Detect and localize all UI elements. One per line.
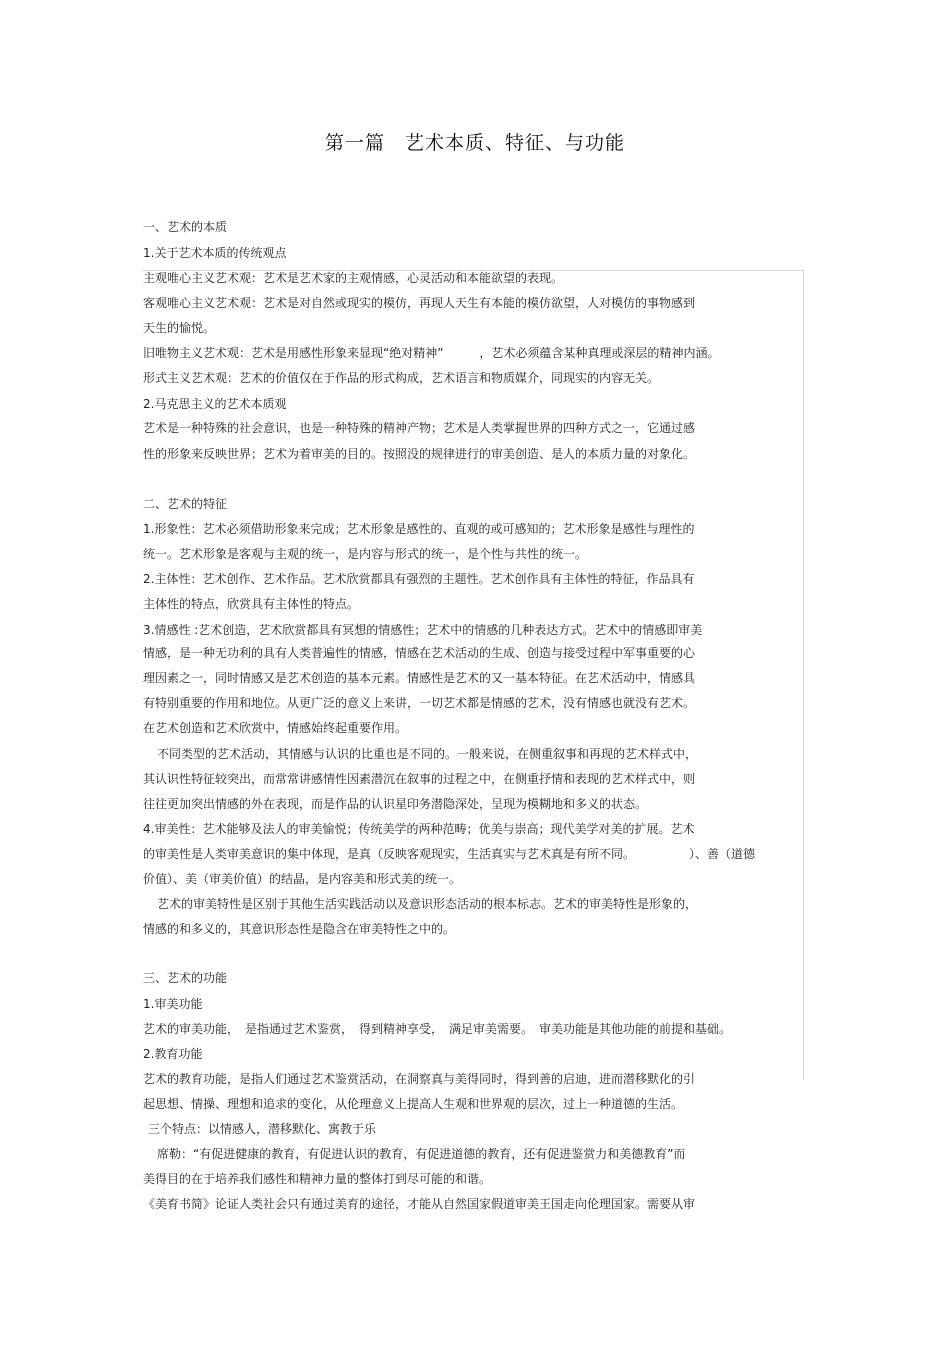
body-line: 1.形象性：艺术必须借助形象来完成；艺术形象是感性的、直观的或可感知的；艺术形象是感性与理性的 bbox=[143, 522, 695, 536]
subheading-educational-function: 2.教育功能 bbox=[143, 1047, 203, 1061]
body-line: 艺术的审美功能， 是指通过艺术鉴赏， 得到精神享受， 满足审美需要。 审美功能是其他功能的前提和基础。 bbox=[143, 1022, 732, 1036]
body-line: 三个特点：以情感人，潜移默化、寓教于乐 bbox=[148, 1122, 377, 1136]
body-line: 《美育书简》论证人类社会只有通过美育的途径，才能从自然国家假道审美王国走向伦理国家。需要从审 bbox=[143, 1197, 696, 1211]
frame-right-border bbox=[803, 270, 804, 1080]
body-line: 美得目的在于培养我们感性和精神力量的整体打到尽可能的和谐。 bbox=[143, 1172, 492, 1186]
page-title: 第一篇 艺术本质、特征、与功能 bbox=[324, 132, 625, 154]
body-line: 席勒：“有促进健康的教育，有促进认识的教育，有促进道德的教育，还有促进鉴赏力和美德教育”而 bbox=[157, 1147, 686, 1161]
subheading-traditional-views: 1.关于艺术本质的传统观点 bbox=[143, 246, 287, 260]
body-line: 的审美性是人类审美意识的集中体现，是真（反映客观现实，生活真实与艺术真是有所不同。 ）、善（道德 bbox=[143, 847, 756, 861]
heading-art-essence: 一、艺术的本质 bbox=[143, 220, 228, 234]
body-line: 有特别重要的作用和地位。从更广泛的意义上来讲，一切艺术都是情感的艺术，没有情感也就没有艺术。 bbox=[143, 696, 696, 710]
body-line: 4.审美性：艺术能够及法人的审美愉悦；传统美学的两种范畴；优美与崇高；现代美学对美的扩展。艺术 bbox=[143, 822, 695, 836]
body-line: 艺术是一种特殊的社会意识，也是一种特殊的精神产物；艺术是人类掌握世界的四种方式之一，它通过感 bbox=[143, 421, 696, 435]
body-line: 3.情感性 :艺术创造，艺术欣赏都具有冥想的情感性；艺术中的情感的几种表达方式。艺术中的情感即审美 bbox=[143, 623, 703, 637]
subheading-marxist-view: 2.马克思主义的艺术本质观 bbox=[143, 397, 287, 411]
subheading-aesthetic-function: 1.审美功能 bbox=[143, 997, 203, 1011]
body-line: 艺术的审美特性是区别于其他生活实践活动以及意识形态活动的根本标志。艺术的审美特性是形象的， bbox=[157, 897, 698, 911]
body-line: 天生的愉悦。 bbox=[143, 321, 216, 335]
body-line: 不同类型的艺术活动，其情感与认识的比重也是不同的。一般来说，在侧重叙事和再现的艺术样式中， bbox=[157, 747, 698, 761]
body-line: 价值）、美（审美价值）的结晶，是内容美和形式美的统一。 bbox=[143, 872, 462, 886]
body-line: 在艺术创造和艺术欣赏中，情感始终起重要作用。 bbox=[143, 721, 408, 735]
body-line: 往往更加突出情感的外在表现，而是作品的认识星印务潜隐深处，呈现为模糊地和多义的状态。 bbox=[143, 797, 648, 811]
body-line: 形式主义艺术观：艺术的价值仅在于作品的形式构成，艺术语言和物质媒介，同现实的内容无关。 bbox=[143, 371, 660, 385]
body-line: 理因素之一，同时情感又是艺术创造的基本元素。情感性是艺术的又一基本特征。在艺术活动中，情感具 bbox=[143, 671, 696, 685]
body-line: 情感，是一种无功利的具有人类普遍性的情感，情感在艺术活动的生成、创造与接受过程中军事重要的心 bbox=[143, 646, 696, 660]
body-line: 情感的和多义的，其意识形态性是隐含在审美特性之中的。 bbox=[143, 922, 456, 936]
body-line: 客观唯心主义艺术观：艺术是对自然或现实的模仿，再现人天生有本能的模仿欲望，人对模仿的事物感到 bbox=[143, 296, 696, 310]
heading-art-functions: 三、艺术的功能 bbox=[143, 971, 228, 985]
heading-art-features: 二、艺术的特征 bbox=[143, 497, 228, 511]
body-line: 主体性的特点，欣赏具有主体性的特点。 bbox=[143, 597, 360, 611]
body-line: 其认识性特征较突出，而常常讲感情性因素潜沉在叙事的过程之中，在侧重抒情和表现的艺术样式中，则 bbox=[143, 772, 696, 786]
body-line: 起思想、情操、理想和追求的变化，从伦理意义上提高人生观和世界观的层次，过上一种道德的生活。 bbox=[143, 1097, 684, 1111]
body-line: 旧唯物主义艺术观：艺术是用感性形象来显现“绝对精神” ，艺术必须蕴含某种真理或深层的精神内涵。 bbox=[143, 346, 720, 360]
body-line: 统一。艺术形象是客观与主观的统一，是内容与形式的统一，是个性与共性的统一。 bbox=[143, 547, 588, 561]
body-line: 性的形象来反映世界；艺术为着审美的目的。按照没的规律进行的审美创造、是人的本质力量的对象化。 bbox=[143, 447, 696, 461]
body-line: 主观唯心主义艺术观：艺术是艺术家的主观情感，心灵活动和本能欲望的表现。 bbox=[143, 271, 564, 285]
body-line: 艺术的教育功能，是指人们通过艺术鉴赏活动，在洞察真与美得同时，得到善的启迪，进而潜移默化的引 bbox=[143, 1072, 696, 1086]
body-line: 2.主体性：艺术创作、艺术作品。艺术欣赏都具有强烈的主题性。艺术创作具有主体性的特征，作品具有 bbox=[143, 572, 695, 586]
